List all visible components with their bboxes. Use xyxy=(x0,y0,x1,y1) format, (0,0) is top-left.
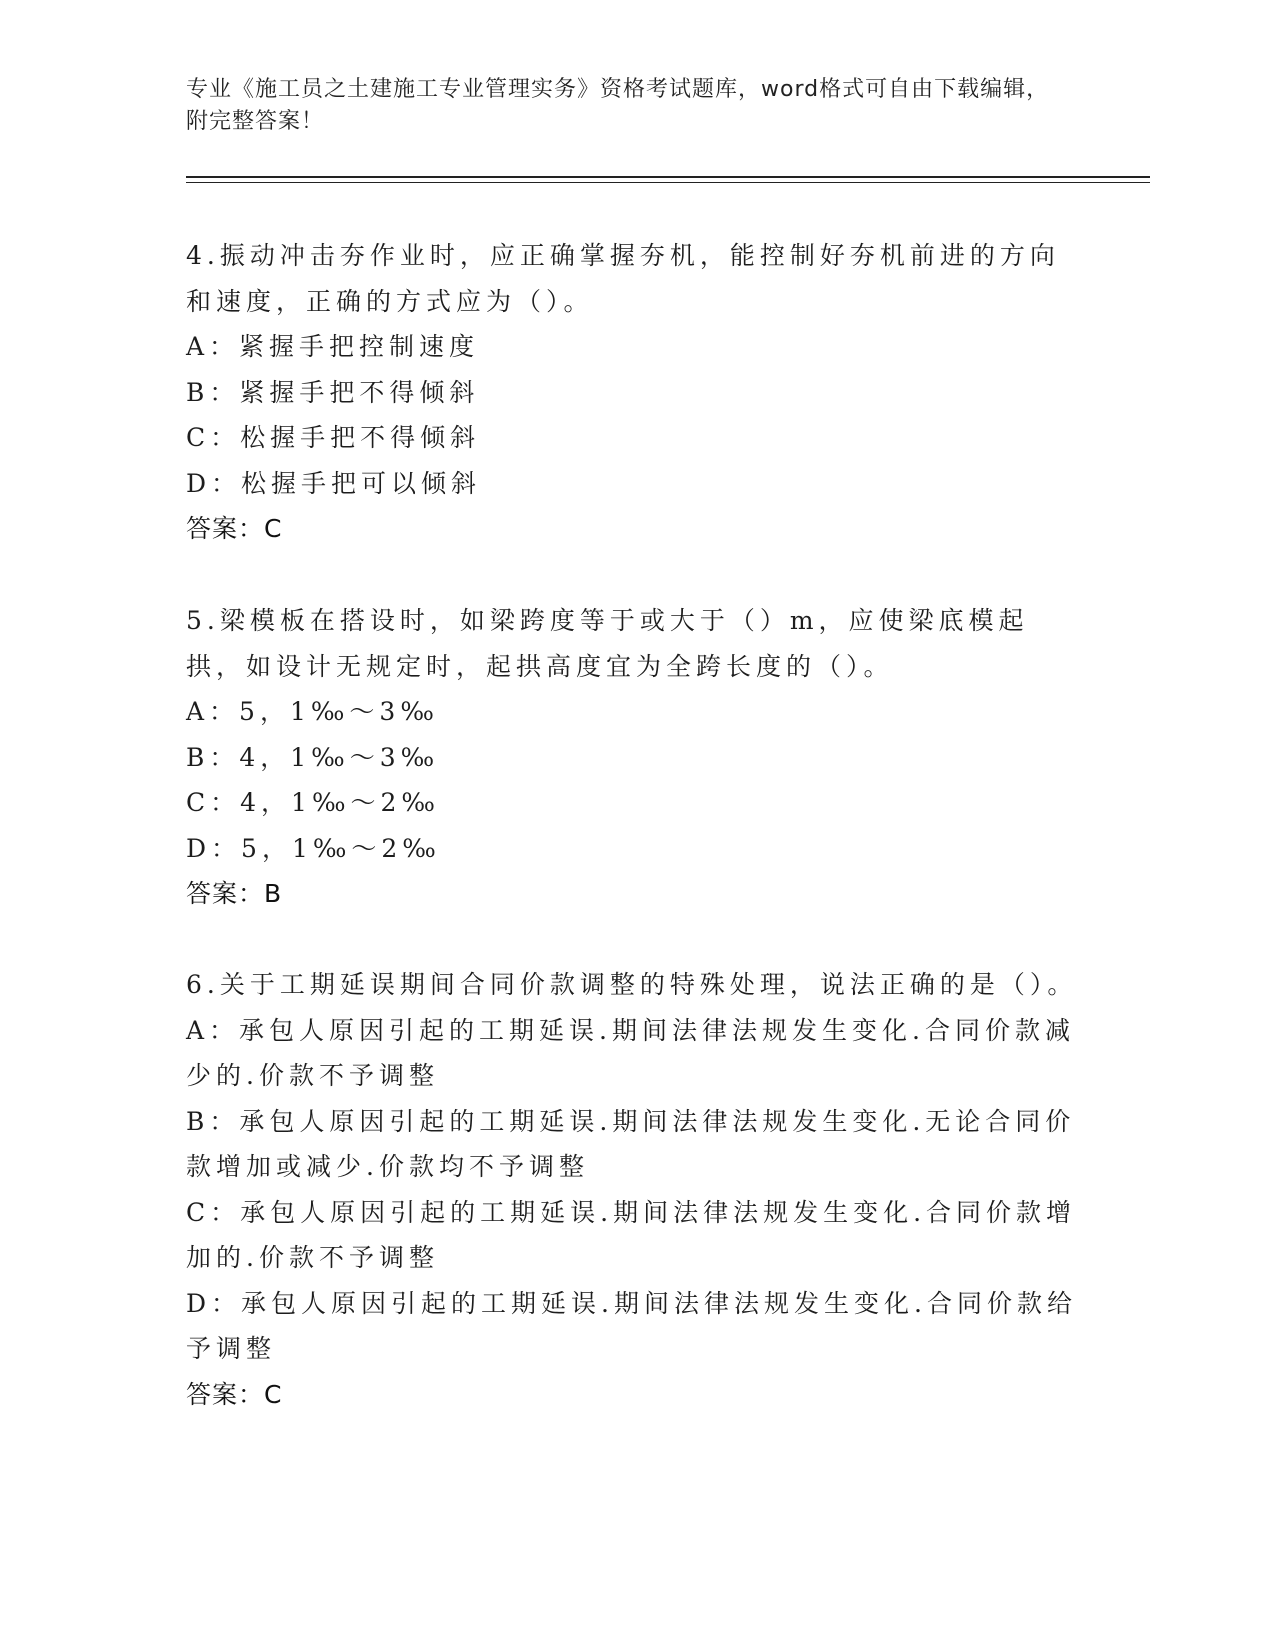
option-b: B：4，1‰～3‰ xyxy=(186,742,440,772)
option-b: B：承包人原因引起的工期延误.期间法律法规发生变化.无论合同价款增加或减少.价款均不予调整 xyxy=(186,1106,1076,1181)
option-c: C：松握手把不得倾斜 xyxy=(186,423,481,452)
option-c: C：承包人原因引起的工期延误.期间法律法规发生变化.合同价款增加的.价款不予调整 xyxy=(186,1197,1077,1272)
document-header: 专业《施工员之土建施工专业管理实务》资格考试题库，word格式可自由下载编辑，附完整答案！ xyxy=(186,77,1050,134)
question-stem: 6.关于工期延误期间合同价款调整的特殊处理，说法正确的是（）。 xyxy=(186,970,1078,999)
question-5 xyxy=(186,598,1086,917)
option-d: D：承包人原因引起的工期延误.期间法律法规发生变化.合同价款给予调整 xyxy=(186,1288,1077,1363)
option-c: C：4，1‰～2‰ xyxy=(186,788,440,817)
option-a: A：承包人原因引起的工期延误.期间法律法规发生变化.合同价款减少的.价款不予调整 xyxy=(186,1015,1075,1090)
question-4 xyxy=(186,233,1086,552)
option-d: D：松握手把可以倾斜 xyxy=(186,468,482,498)
answer-line: 答案：C xyxy=(186,1379,283,1409)
option-a: A：紧握手把控制速度 xyxy=(186,332,480,361)
option-b: B：紧握手把不得倾斜 xyxy=(186,377,480,407)
question-6 xyxy=(186,962,1086,1417)
option-a: A：5，1‰～3‰ xyxy=(186,697,439,726)
answer-line: 答案：C xyxy=(186,514,283,543)
question-stem: 5.梁模板在搭设时，如梁跨度等于或大于（）m，应使梁底模起拱，如设计无规定时，起拱高度宜为全跨长度的（）。 xyxy=(186,606,1029,681)
option-d: D：5，1‰～2‰ xyxy=(186,833,441,863)
question-stem: 4.振动冲击夯作业时，应正确掌握夯机，能控制好夯机前进的方向和速度，正确的方式应为（）。 xyxy=(186,241,1060,316)
header-divider-bottom xyxy=(186,182,1150,183)
answer-line: 答案：B xyxy=(186,879,283,908)
header-divider-top xyxy=(186,176,1150,178)
